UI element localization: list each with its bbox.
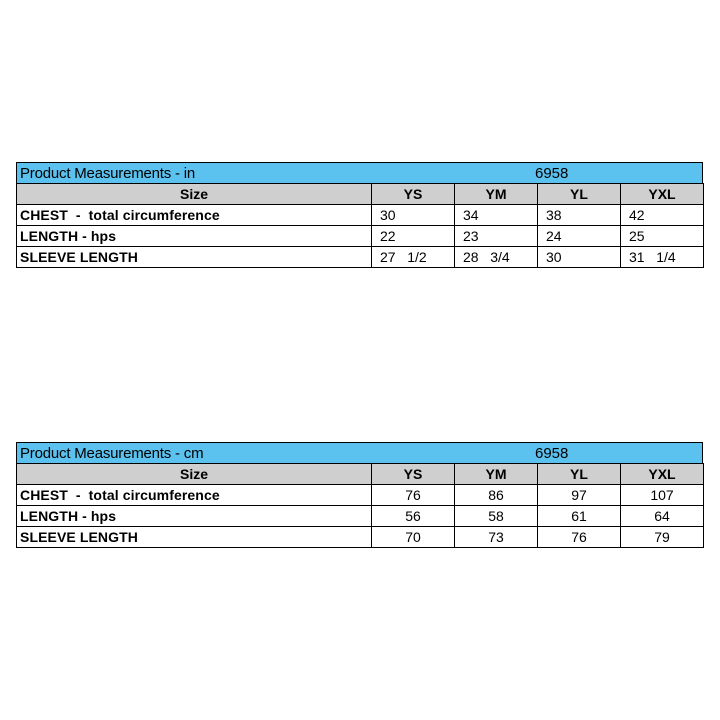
row-label: CHEST - total circumference [17, 485, 372, 506]
measurement-cell: 30 [538, 247, 621, 268]
size-column-header: YS [372, 184, 455, 205]
measurements-table-inches [16, 162, 703, 268]
measurement-cell: 31 1/4 [621, 247, 704, 268]
measurement-cell: 23 [455, 226, 538, 247]
size-column-header: YM [455, 464, 538, 485]
measurement-cell: 56 [372, 506, 455, 527]
measurement-cell: 27 1/2 [372, 247, 455, 268]
size-header-label: Size [17, 464, 372, 485]
size-column-header: YS [372, 464, 455, 485]
table-title: Product Measurements - cm [20, 445, 204, 462]
measurement-cell: 58 [455, 506, 538, 527]
measurements-grid [16, 183, 704, 268]
measurement-cell: 73 [455, 527, 538, 548]
measurement-cell: 64 [621, 506, 704, 527]
measurement-cell: 61 [538, 506, 621, 527]
measurement-cell: 38 [538, 205, 621, 226]
size-column-header: YXL [621, 464, 704, 485]
measurement-cell: 107 [621, 485, 704, 506]
measurement-cell: 25 [621, 226, 704, 247]
table-row [17, 506, 704, 527]
measurement-cell: 76 [372, 485, 455, 506]
measurement-cell: 30 [372, 205, 455, 226]
table-row [17, 205, 704, 226]
measurements-grid [16, 463, 704, 548]
measurement-cell: 97 [538, 485, 621, 506]
measurement-cell: 86 [455, 485, 538, 506]
measurement-cell: 28 3/4 [455, 247, 538, 268]
style-code: 6958 [535, 445, 569, 462]
size-header-row [17, 184, 704, 205]
measurement-cell: 76 [538, 527, 621, 548]
table-row [17, 485, 704, 506]
table-title-bar [16, 162, 703, 183]
row-label: LENGTH - hps [17, 506, 372, 527]
row-label: CHEST - total circumference [17, 205, 372, 226]
measurement-cell: 24 [538, 226, 621, 247]
size-header-label: Size [17, 184, 372, 205]
table-title-bar [16, 442, 703, 463]
measurement-cell: 70 [372, 527, 455, 548]
measurement-cell: 34 [455, 205, 538, 226]
measurement-cell: 79 [621, 527, 704, 548]
row-label: SLEEVE LENGTH [17, 247, 372, 268]
table-row [17, 527, 704, 548]
size-header-row [17, 464, 704, 485]
measurement-cell: 22 [372, 226, 455, 247]
table-title: Product Measurements - in [20, 165, 196, 182]
size-column-header: YL [538, 464, 621, 485]
style-code: 6958 [535, 165, 569, 182]
measurements-table-cm [16, 442, 703, 548]
row-label: LENGTH - hps [17, 226, 372, 247]
size-column-header: YL [538, 184, 621, 205]
size-column-header: YXL [621, 184, 704, 205]
table-row [17, 247, 704, 268]
table-row [17, 226, 704, 247]
size-column-header: YM [455, 184, 538, 205]
measurement-cell: 42 [621, 205, 704, 226]
row-label: SLEEVE LENGTH [17, 527, 372, 548]
